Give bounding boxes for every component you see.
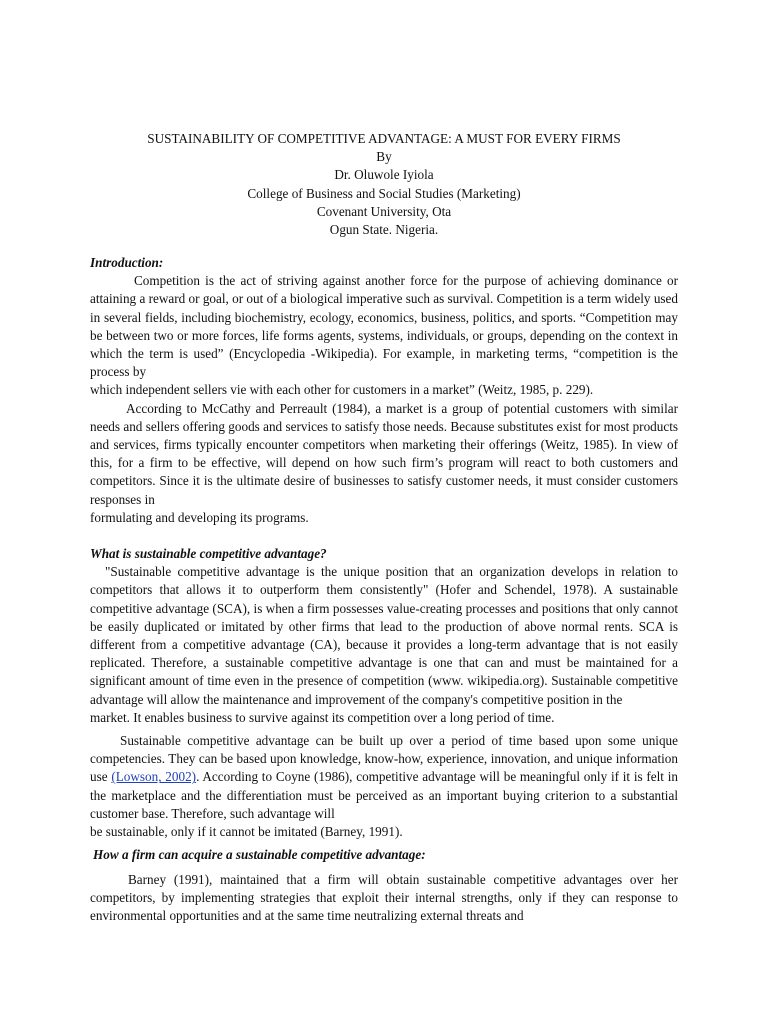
intro-paragraph-1-last-line: which independent sellers vie with each other for customers in a market” (Weitz, 1985, p. 229).: [90, 382, 594, 398]
intro-paragraph-2: According to McCathy and Perreault (1984), a market is a group of potential customers with similar needs and sellers offering goods and services to satisfy those needs. Because substitutes exist for most products and services, firms typically encounter competitors when marketing their offerings (Weitz, 1985). In view of this, for a firm to be effective, will depend on how such firm’s program will react to both customers and competitors. Since it is the ultimate desire of businesses to satisfy customer needs, it must consider customers responses in: [90, 400, 678, 507]
intro-paragraph-1: Competition is the act of striving against another force for the purpose of achieving dominance or attaining a reward or goal, or out of a biological imperative such as survival. Competition is a term widely used in several fields, including biochemistry, ecology, economics, business, politics, and sports. “Competition may be between two or more forces, life forms agents, systems, individuals, or groups, depending on the context in which the term is used” (Encyclopedia -Wikipedia). For example, in marketing terms, “competition is the process by: [90, 273, 678, 380]
document-title: SUSTAINABILITY OF COMPETITIVE ADVANTAGE: A MUST FOR EVERY FIRMS: [147, 131, 621, 146]
sca-paragraph-2-text-b: . According to Coyne (1986), competitive advantage will be meaningful only if it is felt in the marketplace and the differentiation must be perceived as an important buying criterion to a substantial customer base. Therefore, such advantage will: [90, 769, 678, 821]
section-heading-acquire: How a firm can acquire a sustainable competitive advantage:: [93, 847, 426, 863]
sca-paragraph-2-text-a: Sustainable competitive advantage can be built up over a period of time based upon some unique competencies. They can be based upon knowledge, know-how, experience, innovation, and unique information use: [90, 733, 678, 785]
author-location: Ogun State. Nigeria.: [329, 222, 439, 238]
author-name: Dr. Oluwole Iyiola: [334, 167, 434, 183]
sca-paragraph-2-last-line: be sustainable, only if it cannot be imitated (Barney, 1991).: [90, 824, 403, 840]
author-university: Covenant University, Ota: [316, 203, 452, 219]
section-heading-sca: What is sustainable competitive advantage?: [90, 546, 327, 562]
acquire-paragraph-1: Barney (1991), maintained that a firm will obtain sustainable competitive advantages over her competitors, by implementing strategies that exploit their internal strengths, only if they can response to environmental opportunities and at the same time neutralizing external threats and: [90, 871, 678, 923]
sca-paragraph-1: "Sustainable competitive advantage is the unique position that an organization develops in relation to competitors that allows it to outperform them consistently" (Hofer and Schendel, 1978). A sustainable competitive advantage (SCA), is when a firm possesses value-creating processes and positions that only cannot be easily duplicated or imitated by other firms that lead to the production of above normal rents. SCA is different from a competitive advantage (CA), because it provides a long-term advantage that is not easily replicated. Therefore, a sustainable competitive advantage is one that can and must be maintained for a significant amount of time even in the presence of competition (www. wikipedia.org). Sustainable competitive advantage will allow the maintenance and improvement of the company's competitive position in the: [90, 564, 678, 707]
document-header: [90, 130, 678, 239]
author-college: College of Business and Social Studies (Marketing): [247, 185, 521, 201]
sca-paragraph-1-last-line: market. It enables business to survive against its competition over a long period of time.: [90, 709, 555, 725]
lowson-citation-link[interactable]: (Lowson, 2002): [111, 769, 197, 785]
sca-paragraph-2: [90, 732, 678, 823]
intro-paragraph-2-last-line: formulating and developing its programs.: [90, 509, 309, 525]
byline-by: By: [376, 149, 392, 165]
section-heading-introduction: Introduction:: [90, 255, 164, 270]
document-body: [90, 254, 678, 925]
